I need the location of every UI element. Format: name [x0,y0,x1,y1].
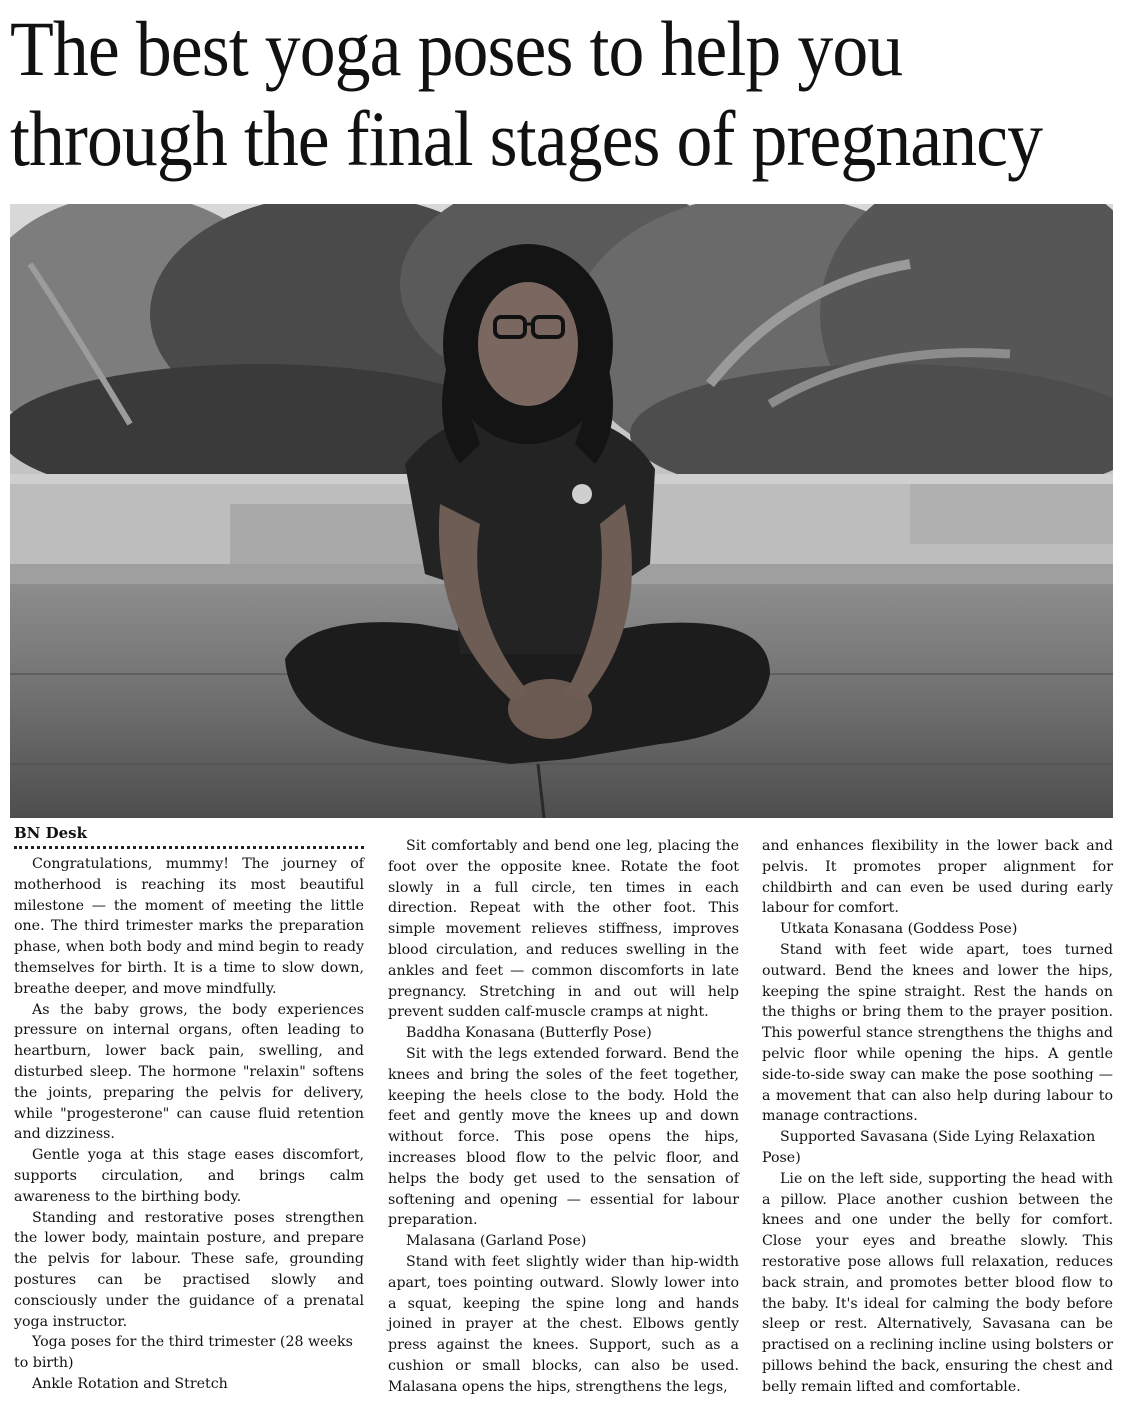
headline-line-1: The best yoga poses to help you [10,5,903,92]
paragraph: As the baby grows, the body experiences pressure on internal organs, often leading to heartburn, lower back pain, swelling, and disturbed sleep. The hormone "relaxin" softens the joints, preparing the pelvis for delivery, while "progesterone" can cause fluid retention and dizziness. [14,1001,364,1143]
subheading: Utkata Konasana (Goddess Pose) [780,921,1018,938]
article-column-3 [762,836,1113,1398]
byline: BN Desk [14,824,88,842]
subheading: Ankle Rotation and Stretch [32,1375,228,1392]
paragraph: Sit with the legs extended forward. Bend the knees and bring the soles of the feet together, keeping the heels close to the body. Hold the feet and gently move the knees up and down without force. This pose opens the hips, increases blood flow to the pelvic floor, and helps the body get used to the sensation of softening and opening — essential for labour preparation. [388,1045,739,1229]
subheading: Baddha Konasana (Butterfly Pose) [406,1025,652,1042]
headline [10,4,1043,184]
paragraph: Standing and restorative poses strengthen the lower body, maintain posture, and prepare the pelvis for labour. These safe, grounding postures can be practised slowly and consciously under the guidance of a prenatal yoga instructor. [14,1209,364,1330]
paragraph: Congratulations, mummy! The journey of motherhood is reaching its most beautiful milestone — the moment of meeting the little one. The third trimester marks the preparation phase, when both body and mind begin to ready themselves for birth. It is a time to slow down, breathe deeper, and move mindfully. [14,856,364,997]
headline-line-2: through the final stages of pregnancy [10,95,1043,182]
paragraph: Stand with feet wide apart, toes turned outward. Bend the knees and lower the hips, keeping the spine straight. Rest the hands on the thighs or bring them to the prayer position. This powerful stance strengthens the thighs and pelvic floor while opening the hips. A gentle side-to-side sway can make the pose soothing — a movement that can also help during labour to manage contractions. [762,941,1113,1125]
subheading: Malasana (Garland Pose) [406,1233,587,1250]
subheading: Yoga poses for the third trimester (28 weeks to birth) [14,1334,353,1372]
paragraph: Sit comfortably and bend one leg, placing the foot over the opposite knee. Rotate the foot slowly in a full circle, ten times in each direction. Repeat with the other foot. This simple movement relieves stiffness, improves blood circulation, and reduces swelling in the ankles and feet — common discomforts in late pregnancy. Stretching in and out will help prevent sudden calf-muscle cramps at night. [388,838,739,1021]
paragraph: Stand with feet slightly wider than hip-width apart, toes pointing outward. Slowly lower into a squat, keeping the spine long and hands joined in prayer at the chest. Elbows gently press against the knees. Support, such as a cushion or small blocks, can also be used. Malasana opens the hips, strengthens the legs, [388,1253,739,1395]
paragraph: and enhances flexibility in the lower back and pelvis. It promotes proper alignment for childbirth and can even be used during early labour for comfort. [762,838,1113,917]
paragraph: Gentle yoga at this stage eases discomfort, supports circulation, and brings calm awareness to the birthing body. [14,1147,364,1205]
yoga-photo [10,204,1113,818]
subheading: Supported Savasana (Side Lying Relaxation Pose) [762,1129,1096,1166]
dotted-divider [14,846,364,849]
article-column-2 [388,836,739,1398]
yoga-photo-illustration [10,204,1113,818]
paragraph: Lie on the left side, supporting the head with a pillow. Place another cushion between the knees and one under the belly for comfort. Close your eyes and breathe slowly. This restorative pose allows full relaxation, reduces back strain, and promotes better blood flow to the baby. It's ideal for calming the body before sleep or rest. Alternatively, Savasana can be practised on a reclining incline using bolsters or pillows behind the back, ensuring the chest and belly remain lifted and comfortable. [762,1170,1113,1395]
article-column-1 [14,854,364,1395]
